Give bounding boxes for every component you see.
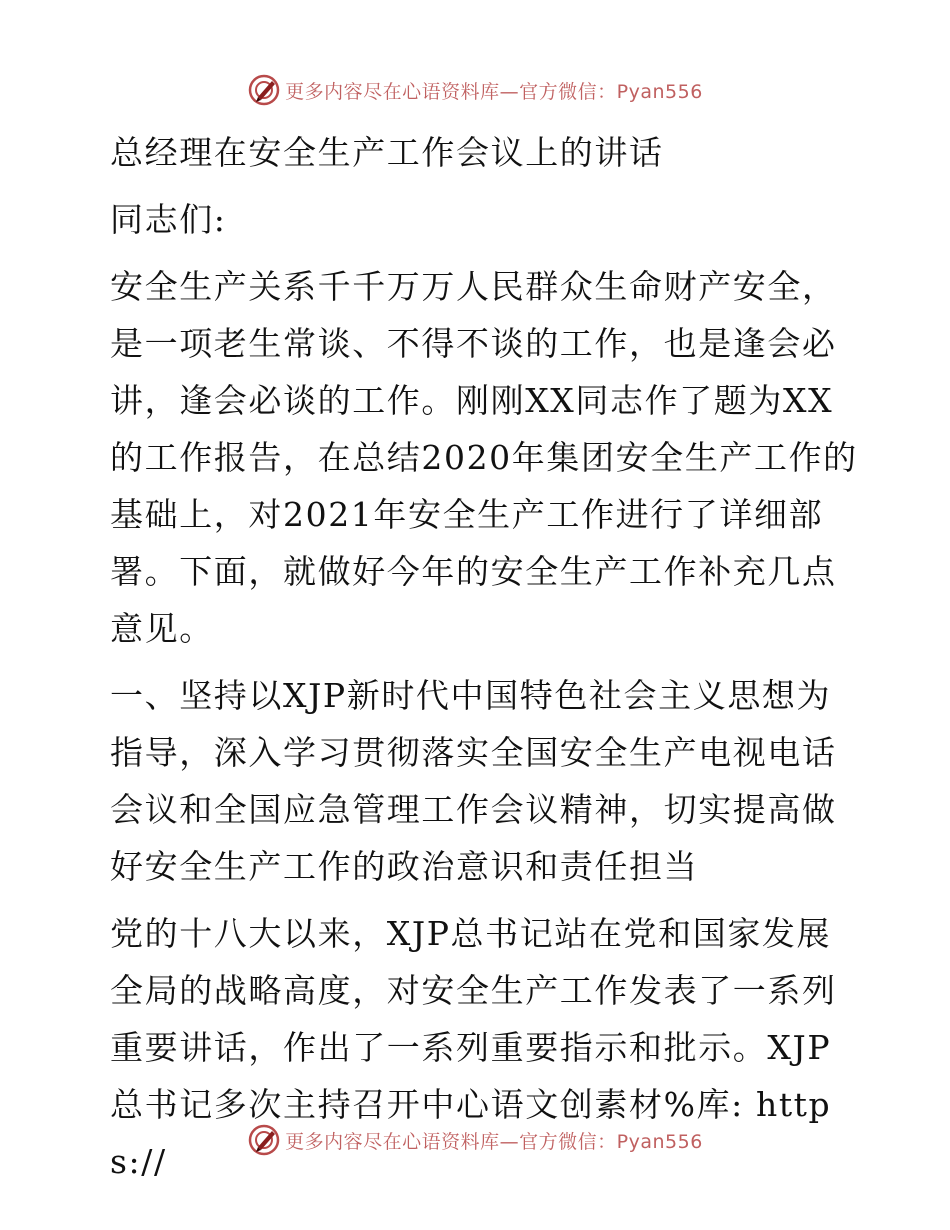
watermark-text: 更多内容尽在心语资料库—官方微信：Pyan556 xyxy=(285,1130,703,1153)
pen-logo-icon xyxy=(247,73,281,107)
paragraph: 安全生产关系千千万万人民群众生命财产安全，是一项老生常谈、不得不谈的工作，也是逢会必讲，逢会必谈的工作。刚刚XX同志作了题为XX的工作报告，在总结2020年集团安全生产工作的基础上，对2021年安全生产工作进行了详细部署。下面，就做好今年的安全生产工作补充几点意见。 xyxy=(110,267,858,648)
salutation: 同志们: xyxy=(110,200,227,239)
watermark-text: 更多内容尽在心语资料库—官方微信：Pyan556 xyxy=(285,80,703,103)
section-heading: 一、坚持以XJP新时代中国特色社会主义思想为指导，深入学习贯彻落实全国安全生产电视电话会议和全国应急管理工作会议精神，切实提高做好安全生产工作的政治意识和责任担当 xyxy=(110,676,837,886)
watermark-footer xyxy=(0,1120,950,1160)
pen-logo-icon xyxy=(247,1123,281,1157)
watermark-header xyxy=(0,70,950,110)
document-title: 总经理在安全生产工作会议上的讲话 xyxy=(110,133,664,172)
paragraph: 党的十八大以来，XJP总书记站在党和国家发展全局的战略高度，对安全生产工作发表了一系列重要讲话，作出了一系列重要指示和批示。XJP总书记多次主持召开中心语文创素材%库: https:// xyxy=(110,914,837,1181)
document-body xyxy=(98,122,858,1190)
